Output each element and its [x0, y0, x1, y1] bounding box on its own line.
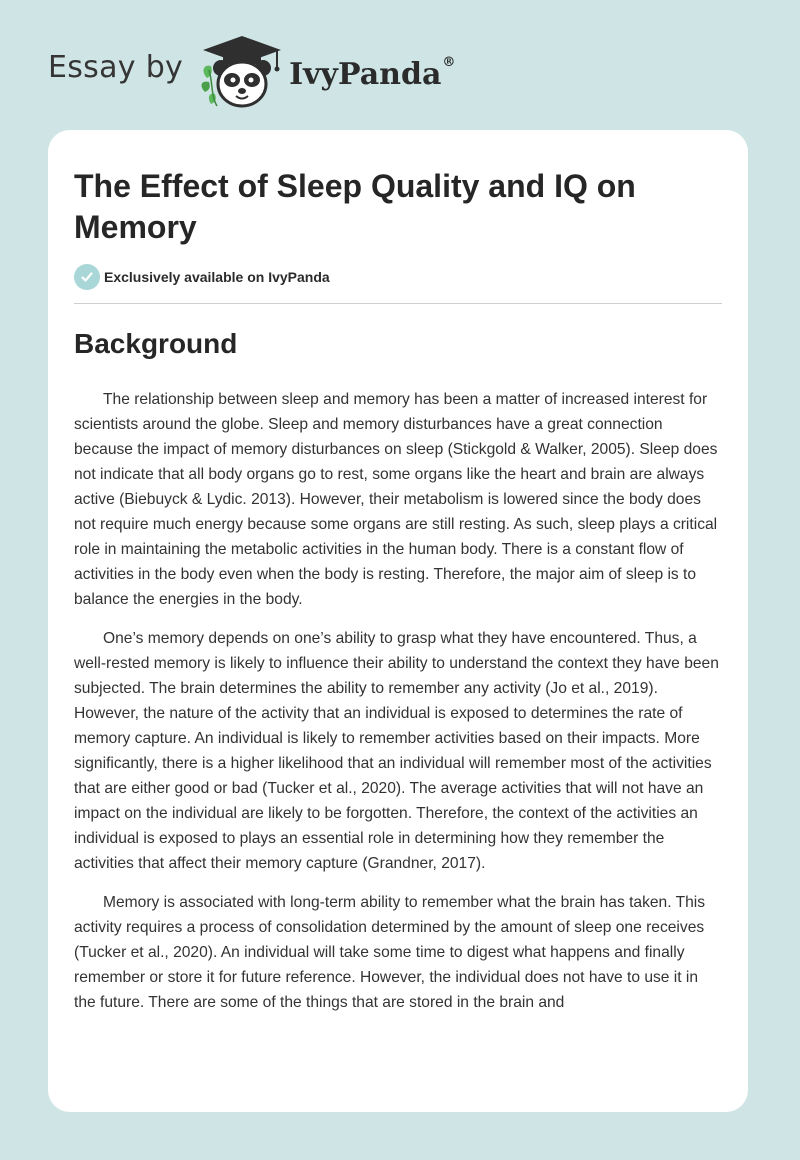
registered-mark: ® — [442, 54, 456, 70]
divider — [74, 303, 722, 304]
essay-card — [48, 130, 748, 1112]
section-heading: Background — [74, 328, 238, 359]
essay-by-label: Essay by — [48, 49, 184, 85]
exclusive-badge — [74, 264, 330, 290]
brand-header — [48, 34, 455, 110]
page-title: The Effect of Sleep Quality and IQ on Memory — [74, 168, 636, 245]
paragraph: Memory is associated with long-term ability to remember what the brain has taken. This activity requires a process of consolidation determined by the amount of sleep one receives (Tucker et al., 2020). An individual will take some time to digest what happens and finally remember or store it for future reference. However, the individual does not have to use it in the future. There are some of the things that are stored in the brain and — [74, 894, 706, 1011]
panda-graduate-logo-icon[interactable] — [197, 34, 287, 110]
brand-name[interactable]: IvyPanda® — [289, 54, 456, 92]
paragraph: The relationship between sleep and memory has been a matter of increased interest for scientists around the globe. Sleep and memory disturbances have a great connection because the impact of memory disturbances on sleep (Stickgold & Walker, 2005). Sleep does not indicate that all body organs go to rest, some organs like the heart and brain are always active (Biebuyck & Lydic. 2013). However, their metabolism is lowered since the body does not require much energy because some organs are still resting. As such, sleep plays a critical role in maintaining the metabolic activities in the human body. There is a constant flow of activities in the body even when the body is resting. Therefore, the major aim of sleep is to balance the energies in the body. — [74, 391, 718, 608]
check-circle-icon — [74, 264, 100, 290]
essay-body — [74, 387, 722, 1029]
exclusive-label: Exclusively available on IvyPanda — [104, 269, 330, 285]
paragraph: One’s memory depends on one’s ability to grasp what they have encountered. Thus, a well-rested memory is likely to influence their ability to understand the context they have been subjected. The brain determines the ability to remember any activity (Jo et al., 2019). However, the nature of the activity that an individual is exposed to determines the rate of memory capture. An individual is likely to remember activities based on their impacts. More significantly, there is a higher likelihood that an individual will remember most of the activities that are either good or bad (Tucker et al., 2020). The average activities that will not have an impact on the individual are likely to be forgotten. Therefore, the context of the activities an individual is exposed to plays an essential role in determining how they remember the activities that affect their memory capture (Grandner, 2017). — [74, 630, 719, 872]
